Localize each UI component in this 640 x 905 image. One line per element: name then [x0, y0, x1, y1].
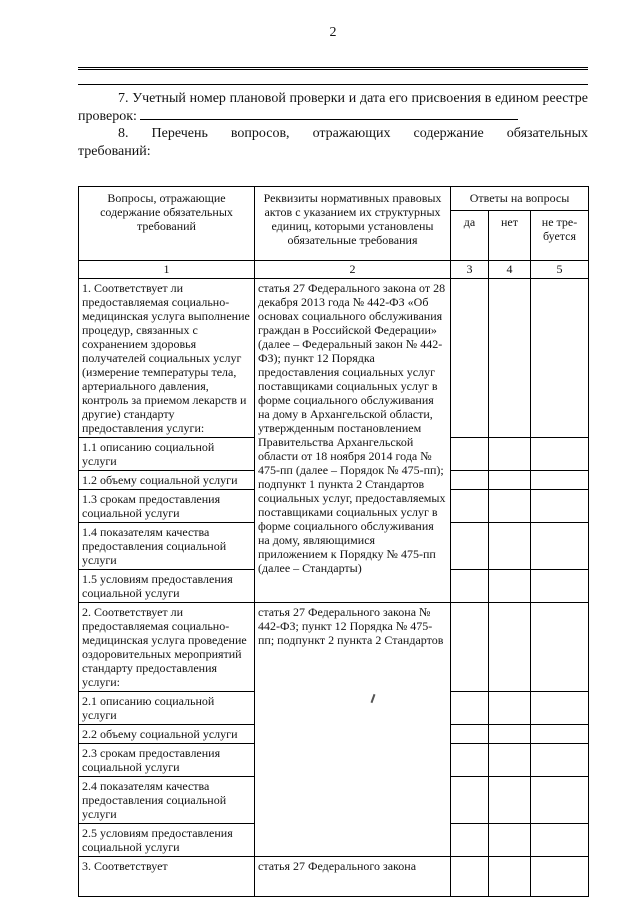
- table-header-row: [79, 187, 589, 211]
- question-cell: 2.4 показателям качества предоставления социальной услуги: [79, 777, 255, 824]
- answer-yes-cell: [451, 777, 489, 824]
- answer-yes-cell: [451, 744, 489, 777]
- blank-fill-line: [78, 67, 588, 70]
- answer-not-required-cell: [531, 471, 589, 490]
- answer-not-required-cell: [531, 777, 589, 824]
- answer-no-cell: [489, 279, 531, 438]
- header-answer-yes: да: [451, 211, 489, 261]
- answer-not-required-cell: [531, 725, 589, 744]
- answer-not-required-cell: [531, 570, 589, 603]
- answer-no-cell: [489, 777, 531, 824]
- question-cell: 2.5 условиям предоставления социальной услуги: [79, 824, 255, 857]
- table-row-question-1: [79, 279, 589, 438]
- answer-yes-cell: [451, 857, 489, 897]
- header-answers: Ответы на вопросы: [451, 187, 589, 211]
- question-cell: 1.2 объему социальной услуги: [79, 471, 255, 490]
- table-row-question-2: [79, 603, 589, 692]
- question-cell: 2.3 срокам предоставления социальной услуги: [79, 744, 255, 777]
- question-cell: 1.1 описанию социальной услуги: [79, 438, 255, 471]
- answer-no-cell: [489, 490, 531, 523]
- answer-no-cell: [489, 570, 531, 603]
- reference-cell: статья 27 Федерального закона от 28 декабря 2013 года № 442-ФЗ «Об основах социального обслуживания граждан в Российской Федерации» (далее – Федеральный закон № 442-ФЗ); пункт 12 Порядка предоставления социальных услуг поставщиками социальных услуг в форме социального обслуживания на дому в Архангельской области, утвержденным постановлением Правительства Архангельской области от 18 ноября 2014 года № 475-пп (далее – Порядок № 475-пп); подпункт 1 пункта 2 Стандартов социальных услуг, предоставляемых поставщиками социальных услуг в форме социального обслуживания на дому, являющимися приложением к Порядку № 475-пп (далее – Стандарты): [255, 279, 451, 603]
- header-questions: Вопросы, отражающие содержание обязательных требований: [79, 187, 255, 261]
- question-cell: 2.2 объему социальной услуги: [79, 725, 255, 744]
- answer-not-required-cell: [531, 603, 589, 692]
- answer-no-cell: [489, 438, 531, 471]
- column-number-cell: 5: [531, 261, 589, 279]
- answer-no-cell: [489, 744, 531, 777]
- answer-yes-cell: [451, 471, 489, 490]
- paragraph-8: [78, 125, 588, 160]
- answer-not-required-cell: [531, 692, 589, 725]
- answer-no-cell: [489, 692, 531, 725]
- answer-no-cell: [489, 471, 531, 490]
- column-number-cell: 1: [79, 261, 255, 279]
- answer-yes-cell: [451, 279, 489, 438]
- paragraph-8-text: 8. Перечень вопросов, отражающих содержание обязательных требований:: [78, 126, 588, 159]
- answer-yes-cell: [451, 523, 489, 570]
- header-requisites: Реквизиты нормативных правовых актов с указанием их структурных единиц, которыми установлены обязательные требования: [255, 187, 451, 261]
- answer-no-cell: [489, 603, 531, 692]
- table-row-question-3: [79, 857, 589, 897]
- question-cell: 1. Соответствует ли предоставляемая социально-медицинская услуга выполнение процедур, связанных с сохранением здоровья получателей социальных услуг (измерение температуры тела, артериального давления, контроль за приемом лекарств и другие) стандарту предоставления услуги:: [79, 279, 255, 438]
- blank-fill-line: [78, 84, 588, 85]
- answer-yes-cell: [451, 824, 489, 857]
- question-cell: 1.5 условиям предоставления социальной услуги: [79, 570, 255, 603]
- answer-not-required-cell: [531, 744, 589, 777]
- page-number: 2: [329, 25, 337, 40]
- answer-not-required-cell: [531, 279, 589, 438]
- answer-not-required-cell: [531, 438, 589, 471]
- question-cell: 1.4 показателям качества предоставления социальной услуги: [79, 523, 255, 570]
- reference-cell: статья 27 Федерального закона № 442-ФЗ; пункт 12 Порядка № 475-пп; подпункт 2 пункта 2 Стандартов: [255, 603, 451, 857]
- answer-no-cell: [489, 725, 531, 744]
- column-number-cell: 4: [489, 261, 531, 279]
- answer-yes-cell: [451, 438, 489, 471]
- answer-yes-cell: [451, 490, 489, 523]
- header-answer-no: нет: [489, 211, 531, 261]
- answer-yes-cell: [451, 603, 489, 692]
- question-cell: 3. Соответствует: [79, 857, 255, 897]
- paragraph-7: [78, 90, 588, 125]
- answer-not-required-cell: [531, 490, 589, 523]
- question-cell: 2.1 описанию социальной услуги: [79, 692, 255, 725]
- questions-table: [78, 186, 589, 897]
- answer-not-required-cell: [531, 523, 589, 570]
- reference-cell: статья 27 Федерального закона: [255, 857, 451, 897]
- answer-no-cell: [489, 523, 531, 570]
- header-answer-not-required: не тре-буется: [531, 211, 589, 261]
- question-cell: 2. Соответствует ли предоставляемая социально-медицинская услуга проведение оздоровительных мероприятий стандарту предоставления услуги:: [79, 603, 255, 692]
- answer-not-required-cell: [531, 857, 589, 897]
- column-numbers-row: [79, 261, 589, 279]
- question-cell: 1.3 срокам предоставления социальной услуги: [79, 490, 255, 523]
- answer-yes-cell: [451, 570, 489, 603]
- column-number-cell: 2: [255, 261, 451, 279]
- answer-not-required-cell: [531, 824, 589, 857]
- answer-no-cell: [489, 857, 531, 897]
- answer-yes-cell: [451, 725, 489, 744]
- column-number-cell: 3: [451, 261, 489, 279]
- answer-no-cell: [489, 824, 531, 857]
- paragraph-7-text: 7. Учетный номер плановой проверки и дата его присвоения в едином реестре проверок:: [78, 91, 588, 124]
- blank-field-line: [140, 108, 518, 120]
- answer-yes-cell: [451, 692, 489, 725]
